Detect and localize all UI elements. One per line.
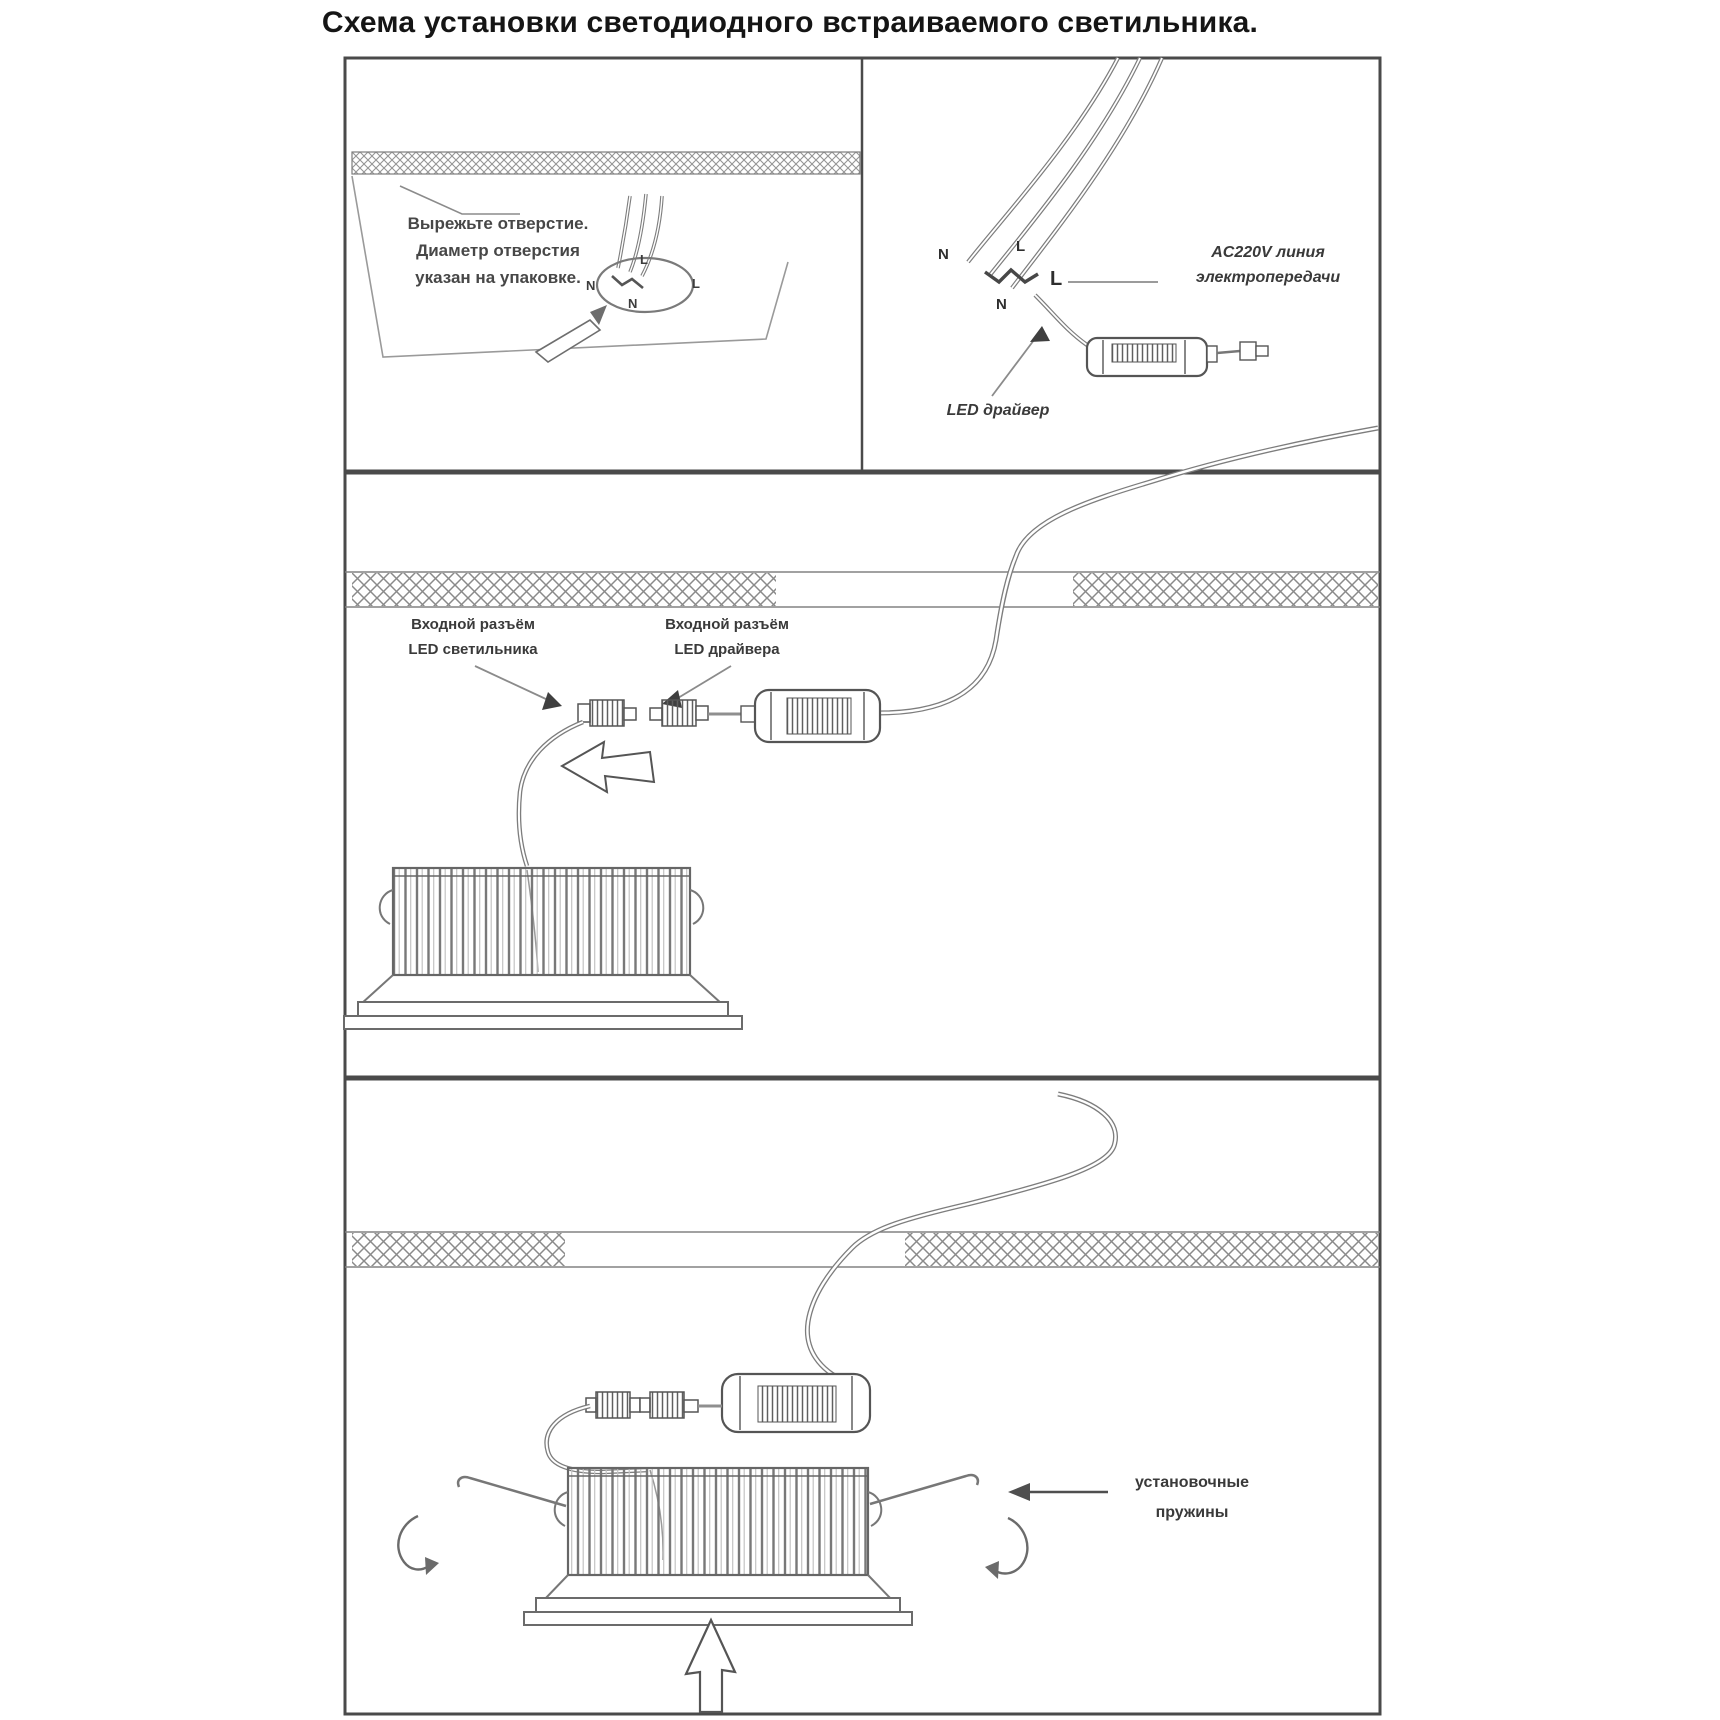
knife-icon bbox=[536, 305, 607, 362]
mains-label-l-big: L bbox=[1050, 268, 1063, 290]
springs-label-line1: установочные bbox=[1134, 1474, 1250, 1491]
luminaire-bottom bbox=[524, 1468, 912, 1625]
led-driver-middle bbox=[741, 690, 880, 742]
ac-line-label-line2: электропередачи bbox=[1195, 269, 1341, 286]
luminaire-cable bbox=[519, 722, 583, 866]
mains-label-n-top: N bbox=[938, 246, 949, 263]
push-left-arrow bbox=[562, 742, 654, 792]
hole-wire-label-l-top: L bbox=[640, 252, 648, 267]
ceiling-hatch-strip bbox=[352, 152, 860, 174]
luminaire-connector-label-line2: LED светильника bbox=[408, 641, 538, 658]
page-title: Схема установки светодиодного встраиваемого светильника. bbox=[321, 6, 1259, 39]
cut-hole-instruction-line2: Диаметр отверстия bbox=[416, 241, 580, 260]
ceiling-hatch-left-2 bbox=[352, 1233, 565, 1266]
driver-label-leader bbox=[992, 340, 1034, 396]
hole-wire-label-l-right: L bbox=[692, 276, 700, 291]
rotation-arrow-right bbox=[985, 1518, 1027, 1579]
driver-connector-label-line2: LED драйвера bbox=[674, 641, 780, 658]
springs-label-line2: пружины bbox=[1155, 1504, 1229, 1521]
cut-hole-instruction bbox=[408, 210, 589, 291]
driver-connector-label bbox=[665, 612, 789, 662]
cut-hole-instruction-line3: указан на упаковке. bbox=[415, 268, 581, 287]
cut-hole-instruction-line1: Вырежьте отверстие. bbox=[407, 214, 589, 233]
rotation-arrow-left bbox=[398, 1516, 439, 1575]
left-label-arrowhead bbox=[542, 692, 562, 710]
panel-install bbox=[345, 1094, 1380, 1712]
ac-line-label-line1: AC220V линия bbox=[1211, 244, 1325, 261]
springs-label-arrow bbox=[1008, 1483, 1108, 1501]
panel-connect bbox=[344, 428, 1380, 1029]
hole-wire-label-n-bottom: N bbox=[628, 296, 638, 311]
springs-label bbox=[1135, 1468, 1249, 1528]
luminaire-connector-label bbox=[408, 612, 537, 662]
luminaire-connector-label-line1: Входной разъём bbox=[411, 616, 535, 633]
wire-twist-marks bbox=[612, 276, 643, 288]
push-up-arrow bbox=[686, 1620, 735, 1712]
driver-connector-label-line1: Входной разъём bbox=[665, 616, 789, 633]
driver-label-arrowhead bbox=[1030, 326, 1050, 342]
right-label-leader bbox=[678, 666, 731, 698]
mated-connectors bbox=[586, 1392, 698, 1418]
led-driver-bottom bbox=[722, 1374, 870, 1432]
hole-wire-label-n-left: N bbox=[586, 278, 596, 293]
driver-connector bbox=[650, 700, 708, 726]
mains-label-l-top: L bbox=[1016, 238, 1026, 255]
luminaire-middle bbox=[344, 868, 742, 1029]
mains-label-n-bottom: N bbox=[996, 296, 1007, 313]
ac-line-label bbox=[1196, 240, 1340, 290]
left-label-leader bbox=[475, 666, 548, 700]
led-driver-top bbox=[1087, 338, 1268, 376]
ceiling-hatch-right-2 bbox=[905, 1233, 1378, 1266]
mains-wires bbox=[968, 58, 1162, 288]
ceiling-hatch-right bbox=[1073, 573, 1378, 606]
ceiling-hatch-left bbox=[352, 573, 776, 606]
led-driver-label: LED драйвер bbox=[946, 402, 1050, 419]
panel-power-connection bbox=[968, 58, 1268, 396]
luminaire-connector bbox=[578, 700, 636, 726]
